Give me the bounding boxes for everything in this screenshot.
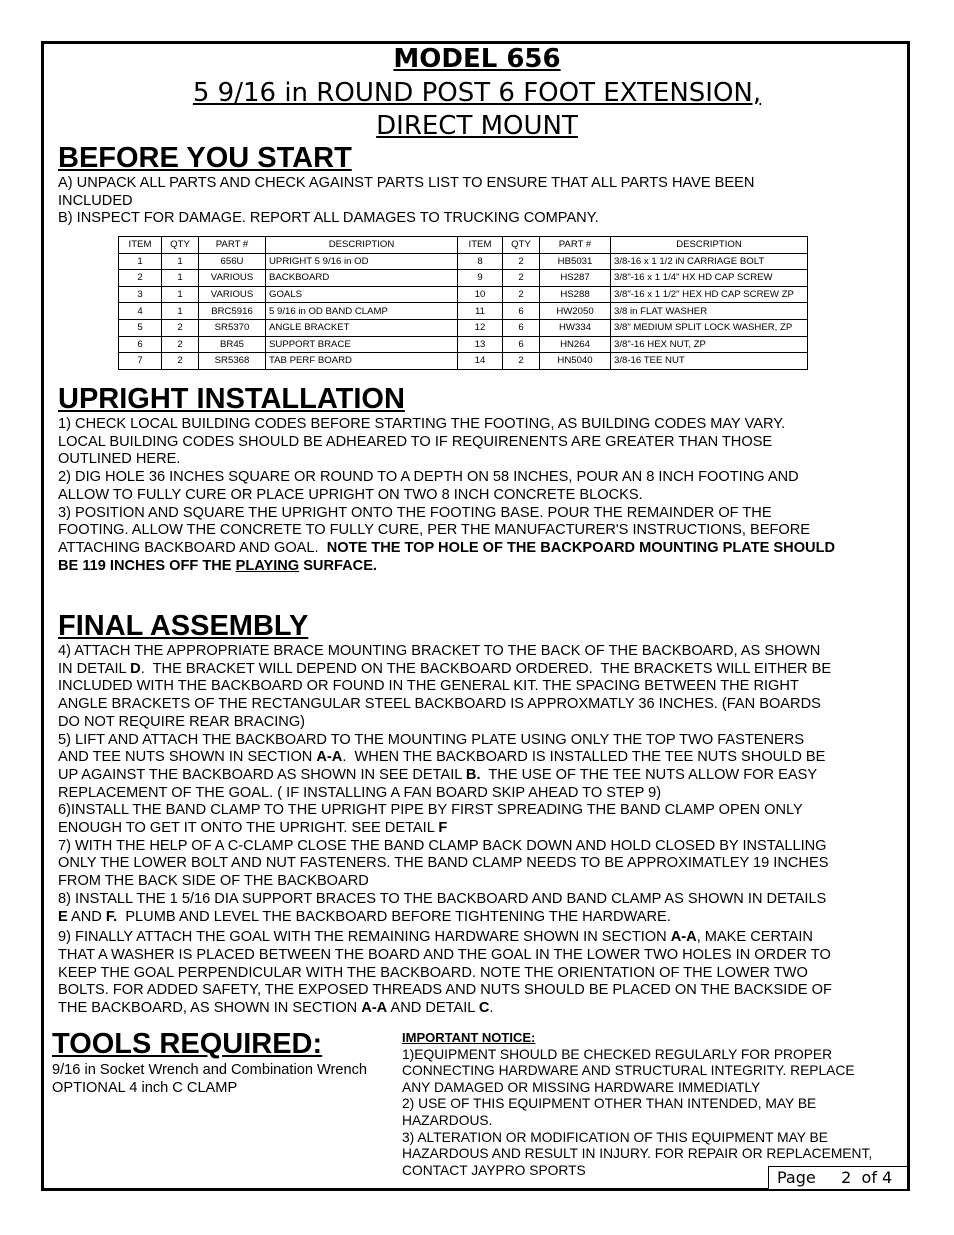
upright-line: 2) DIG HOLE 36 INCHES SQUARE OR ROUND TO A DEPTH ON 58 INCHES, POUR AN 8 INCH FOOTING AND: [58, 469, 799, 486]
table-row: [119, 286, 808, 303]
notice-heading: IMPORTANT NOTICE:: [402, 1030, 536, 1045]
table-row: [119, 336, 808, 353]
cell: 3/8-16 x 1 1/2 iN CARRIAGE BOLT: [611, 253, 808, 270]
final-line: 7) WITH THE HELP OF A C-CLAMP CLOSE THE BAND CLAMP BACK DOWN AND HOLD CLOSED BY INSTALLING: [58, 837, 827, 854]
before-you-start-heading: BEFORE YOU START: [58, 142, 352, 174]
col-header: PART #: [199, 237, 266, 254]
model-title: MODEL 656: [393, 44, 561, 74]
col-header: DESCRIPTION: [611, 237, 808, 254]
cell: 4: [119, 303, 162, 320]
final-line: ONLY THE LOWER BOLT AND NUT FASTENERS. THE BAND CLAMP NEEDS TO BE APPROXIMATLEY 19 INCHES: [58, 855, 829, 872]
table-row: [119, 319, 808, 336]
table-row: [119, 253, 808, 270]
final-line: INCLUDED WITH THE BACKBOARD OR FOUND IN THE GENERAL KIT. THE SPACING BETWEEN THE RIGHT: [58, 678, 799, 695]
final-line: [58, 661, 906, 679]
title-line-1: 5 9/16 in ROUND POST 6 FOOT EXTENSION,: [192, 78, 762, 108]
cell: 6: [503, 336, 540, 353]
cell: 656U: [199, 253, 266, 270]
cell: 3: [119, 286, 162, 303]
cell: 2: [162, 353, 199, 370]
notice-line: ANY DAMAGED OR MISSING HARDWARE IMMEDIATLY: [402, 1079, 761, 1095]
t: D: [130, 660, 141, 677]
upright-note: SURFACE.: [299, 557, 377, 574]
cell: 3/8-16 TEE NUT: [611, 353, 808, 370]
final-line: ANGLE BRACKETS OF THE RECTANGULAR STEEL BACKBOARD IS APPROXMATLY 36 INCHES. (FAN BOARDS: [58, 696, 821, 713]
upright-line: ALLOW TO FULLY CURE OR PLACE UPRIGHT ON TWO 8 INCH CONCRETE BLOCKS.: [58, 486, 643, 503]
cell: HW2050: [540, 303, 611, 320]
t: , MAKE CERTAIN: [696, 929, 813, 946]
table-row: [119, 270, 808, 287]
final-line: [58, 1000, 906, 1018]
cell: 3/8" MEDIUM SPLIT LOCK WASHER, ZP: [611, 319, 808, 336]
final-line: DO NOT REQUIRE REAR BRACING): [58, 713, 306, 730]
cell: 6: [503, 303, 540, 320]
cell: UPRIGHT 5 9/16 in OD: [266, 253, 458, 270]
before-you-start-text: [58, 175, 906, 228]
cell: VARIOUS: [199, 286, 266, 303]
cell: HN264: [540, 336, 611, 353]
t: AND DETAIL: [387, 1000, 479, 1017]
upright-line: OUTLINED HERE.: [58, 451, 181, 468]
tool-item: OPTIONAL 4 inch C CLAMP: [52, 1079, 238, 1096]
upright-installation-text: [58, 416, 906, 575]
cell: 3/8"-16 x 1 1/2" HEX HD CAP SCREW ZP: [611, 286, 808, 303]
t: A-A: [670, 929, 697, 946]
tools-required-text: [52, 1062, 367, 1097]
final-line: REPLACEMENT OF THE GOAL. ( IF INSTALLING A FAN BOARD SKIP AHEAD TO STEP 9): [58, 784, 662, 801]
page-total: of 4: [861, 1168, 893, 1187]
t: . THE BRACKET WILL DEPEND ON THE BACKBOARD ORDERED. THE BRACKETS WILL EITHER BE: [140, 660, 832, 677]
cell: 6: [119, 336, 162, 353]
cell: 13: [458, 336, 503, 353]
cell: 7: [119, 353, 162, 370]
page-number-box: [768, 1166, 908, 1190]
final-line: [58, 820, 906, 838]
t: THE USE OF THE TEE NUTS ALLOW FOR EASY: [480, 766, 818, 783]
cell: 14: [458, 353, 503, 370]
upright-line: 1) CHECK LOCAL BUILDING CODES BEFORE STARTING THE FOOTING, AS BUILDING CODES MAY VARY.: [58, 416, 786, 432]
t: PLUMB AND LEVEL THE BACKBOARD BEFORE TIGHTENING THE HARDWARE.: [117, 908, 671, 925]
t: .: [489, 1000, 494, 1017]
cell: HS288: [540, 286, 611, 303]
upright-line: 3) POSITION AND SQUARE THE UPRIGHT ONTO THE FOOTING BASE. POUR THE REMAINDER OF THE: [58, 504, 772, 521]
cell: SUPPORT BRACE: [266, 336, 458, 353]
cell: 1: [162, 286, 199, 303]
t: THE BACKBOARD, AS SHOWN IN SECTION: [58, 1000, 362, 1017]
title-line-2: DIRECT MOUNT: [376, 111, 578, 141]
t: A-A: [361, 1000, 388, 1017]
t: UP AGAINST THE BACKBOARD AS SHOWN IN SEE DETAIL: [58, 766, 466, 783]
tools-required-heading: TOOLS REQUIRED:: [52, 1028, 323, 1060]
t: ENOUGH TO GET IT ONTO THE UPRIGHT. SEE DETAIL: [58, 820, 439, 837]
cell: SR5368: [199, 353, 266, 370]
cell: 3/8"-16 HEX NUT, ZP: [611, 336, 808, 353]
cell: BRC5916: [199, 303, 266, 320]
upright-line: [58, 540, 906, 558]
cell: 1: [162, 303, 199, 320]
table-row: [119, 353, 808, 370]
cell: 2: [119, 270, 162, 287]
final-line: THAT A WASHER IS PLACED BETWEEN THE BOARD AND THE GOAL IN THE LOWER TWO HOLES IN ORDER TO: [58, 946, 831, 963]
t: AND: [67, 908, 106, 925]
t: AND TEE NUTS SHOWN IN SECTION: [58, 749, 317, 766]
cell: 11: [458, 303, 503, 320]
notice-line: HAZARDOUS.: [402, 1112, 493, 1128]
col-header: PART #: [540, 237, 611, 254]
cell: 12: [458, 319, 503, 336]
final-line: 5) LIFT AND ATTACH THE BACKBOARD TO THE MOUNTING PLATE USING ONLY THE TOP TWO FASTENERS: [58, 731, 805, 748]
upright-line: FOOTING. ALLOW THE CONCRETE TO FULLY CURE, PER THE MANUFACTURER'S INSTRUCTIONS, BEFORE: [58, 522, 811, 539]
final-line: [58, 767, 906, 785]
col-header: ITEM: [458, 237, 503, 254]
t: C: [478, 1000, 490, 1017]
final-assembly-text: [58, 643, 906, 1018]
page-current: 2: [841, 1168, 852, 1187]
cell: VARIOUS: [199, 270, 266, 287]
cell: 2: [162, 319, 199, 336]
t: F.: [105, 908, 118, 925]
notice-line: CONNECTING HARDWARE AND STRUCTURAL INTEGRITY. REPLACE: [402, 1063, 855, 1079]
cell: HW334: [540, 319, 611, 336]
t: E: [58, 908, 68, 925]
cell: HS287: [540, 270, 611, 287]
cell: 6: [503, 319, 540, 336]
final-line: FROM THE BACK SIDE OF THE BACKBOARD: [58, 873, 369, 890]
table-header-row: [119, 237, 808, 254]
notice-line: HAZARDOUS AND RESULT IN INJURY. FOR REPAIR OR REPLACEMENT,: [402, 1146, 873, 1162]
cell: 5: [119, 319, 162, 336]
cell: 1: [162, 253, 199, 270]
cell: 5 9/16 in OD BAND CLAMP: [266, 303, 458, 320]
cell: 2: [503, 253, 540, 270]
before-line: B) INSPECT FOR DAMAGE. REPORT ALL DAMAGES TO TRUCKING COMPANY.: [58, 210, 599, 227]
cell: 8: [458, 253, 503, 270]
cell: 1: [119, 253, 162, 270]
upright-note: NOTE THE TOP HOLE OF THE BACKPOARD MOUNTING PLATE SHOULD: [326, 539, 836, 556]
notice-line: 3) ALTERATION OR MODIFICATION OF THIS EQUIPMENT MAY BE: [402, 1129, 828, 1145]
cell: 2: [162, 336, 199, 353]
notice-line: 2) USE OF THIS EQUIPMENT OTHER THAN INTENDED, MAY BE: [402, 1096, 817, 1112]
cell: 3/8 in FLAT WASHER: [611, 303, 808, 320]
col-header: ITEM: [119, 237, 162, 254]
t: F: [438, 820, 448, 837]
t: IN DETAIL: [58, 660, 131, 677]
cell: ANGLE BRACKET: [266, 319, 458, 336]
final-line: 4) ATTACH THE APPROPRIATE BRACE MOUNTING BRACKET TO THE BACK OF THE BACKBOARD, AS SHOWN: [58, 643, 821, 659]
upright-line: [58, 558, 906, 576]
before-line: A) UNPACK ALL PARTS AND CHECK AGAINST PARTS LIST TO ENSURE THAT ALL PARTS HAVE BEEN: [58, 175, 755, 191]
final-line: BOLTS. FOR ADDED SAFETY, THE EXPOSED THREADS AND NUTS SHOULD BE PLACED ON THE BACKSIDE OF: [58, 982, 832, 999]
table-row: [119, 303, 808, 320]
parts-list-table: [118, 236, 808, 370]
notice-line: CONTACT JAYPRO SPORTS: [402, 1162, 586, 1178]
cell: HN5040: [540, 353, 611, 370]
upright-line: LOCAL BUILDING CODES SHOULD BE ADHEARED TO IF REQUIRENENTS ARE GREATER THAN THOSE: [58, 433, 773, 450]
cell: 2: [503, 286, 540, 303]
cell: GOALS: [266, 286, 458, 303]
final-line: 8) INSTALL THE 1 5/16 DIA SUPPORT BRACES TO THE BACKBOARD AND BAND CLAMP AS SHOWN IN DETAILS: [58, 890, 827, 907]
col-header: QTY: [162, 237, 199, 254]
cell: HB5031: [540, 253, 611, 270]
t: B.: [465, 766, 481, 783]
cell: 2: [503, 353, 540, 370]
upright-note-underlined: PLAYING: [235, 557, 300, 574]
col-header: QTY: [503, 237, 540, 254]
upright-installation-heading: UPRIGHT INSTALLATION: [58, 383, 405, 415]
col-header: DESCRIPTION: [266, 237, 458, 254]
upright-note: BE 119 INCHES OFF THE: [58, 557, 236, 574]
page-label: Page: [777, 1168, 816, 1187]
notice-line: 1)EQUIPMENT SHOULD BE CHECKED REGULARLY FOR PROPER: [402, 1046, 833, 1062]
before-line: INCLUDED: [58, 192, 133, 209]
t: 9) FINALLY ATTACH THE GOAL WITH THE REMAINING HARDWARE SHOWN IN SECTION: [58, 929, 671, 946]
cell: BR45: [199, 336, 266, 353]
cell: 9: [458, 270, 503, 287]
final-line: [58, 929, 906, 947]
cell: SR5370: [199, 319, 266, 336]
cell: 2: [503, 270, 540, 287]
upright-text: ATTACHING BACKBOARD AND GOAL.: [58, 539, 327, 556]
cell: 1: [162, 270, 199, 287]
t: A-A: [316, 749, 343, 766]
final-line: 6)INSTALL THE BAND CLAMP TO THE UPRIGHT PIPE BY FIRST SPREADING THE BAND CLAMP OPEN ONLY: [58, 802, 803, 819]
final-line: KEEP THE GOAL PERPENDICULAR WITH THE BACKBOARD. NOTE THE ORIENTATION OF THE LOWER TWO: [58, 964, 808, 981]
cell: BACKBOARD: [266, 270, 458, 287]
cell: 3/8"-16 x 1 1/4" HX HD CAP SCREW: [611, 270, 808, 287]
cell: 10: [458, 286, 503, 303]
important-notice: [402, 1030, 912, 1179]
t: . WHEN THE BACKBOARD IS INSTALLED THE TEE NUTS SHOULD BE: [342, 749, 826, 766]
cell: TAB PERF BOARD: [266, 353, 458, 370]
final-line: [58, 909, 906, 927]
tool-item: 9/16 in Socket Wrench and Combination Wrench: [52, 1062, 368, 1078]
final-line: [58, 749, 906, 767]
final-assembly-heading: FINAL ASSEMBLY: [58, 610, 309, 642]
